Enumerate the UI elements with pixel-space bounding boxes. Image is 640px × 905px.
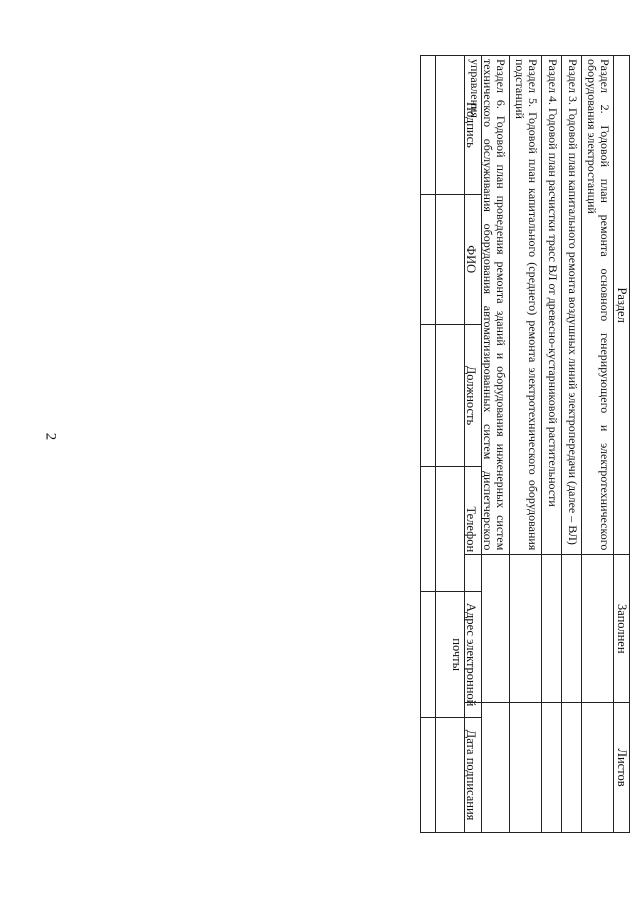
rotated-form [90, 55, 630, 835]
phone-header: Телефон [436, 467, 482, 592]
filled-header: Заполнен [614, 555, 630, 703]
sheets-header: Листов [614, 703, 630, 833]
sheets-cell[interactable] [542, 703, 562, 833]
date-header: Дата подписания [436, 718, 482, 833]
table-row [562, 56, 582, 833]
table-row [542, 56, 562, 833]
position-header: Должность [436, 324, 482, 467]
section-header: Раздел [614, 56, 630, 555]
section-cell: Раздел 5. Годовой план капитального (среднего) ремонта электротехнического оборудования подстанций [510, 56, 542, 555]
name-cell[interactable] [421, 194, 436, 324]
sections-header-row [614, 56, 630, 833]
section-cell: Раздел 4. Годовой план расчистки трасс ВЛ от древесно-кустарниковой растительности [542, 56, 562, 555]
table-row [510, 56, 542, 833]
name-header: ФИО [436, 194, 482, 324]
position-cell[interactable] [421, 324, 436, 467]
section-cell: Раздел 3. Годовой план капитального ремонта воздушных линий электропередачи (далее – ВЛ) [562, 56, 582, 555]
page-number: 2 [42, 432, 59, 441]
section-cell: Раздел 2. Годовой план ремонта основного генерирующего и электротехнического оборудования электростанций [582, 56, 614, 555]
filled-cell[interactable] [510, 555, 542, 703]
filled-cell[interactable] [562, 555, 582, 703]
signature-header-row [436, 56, 482, 833]
date-cell[interactable] [421, 718, 436, 833]
sections-table [464, 55, 630, 833]
signature-cell[interactable] [421, 56, 436, 195]
email-cell[interactable] [421, 592, 436, 718]
table-row [582, 56, 614, 833]
signature-header: Подпись [436, 56, 482, 195]
signature-row [421, 56, 436, 833]
sheets-cell[interactable] [510, 703, 542, 833]
signature-table [420, 55, 482, 833]
filled-cell[interactable] [542, 555, 562, 703]
phone-cell[interactable] [421, 467, 436, 592]
filled-cell[interactable] [582, 555, 614, 703]
section-cell: Раздел 6. Годовой план проведения ремонта зданий и оборудования инженерных систем технического обслуживания оборудования автоматизированных систем диспетчерского управления [465, 56, 510, 555]
sheets-cell[interactable] [562, 703, 582, 833]
sheets-cell[interactable] [582, 703, 614, 833]
email-header: Адрес электронной почты [436, 592, 482, 718]
